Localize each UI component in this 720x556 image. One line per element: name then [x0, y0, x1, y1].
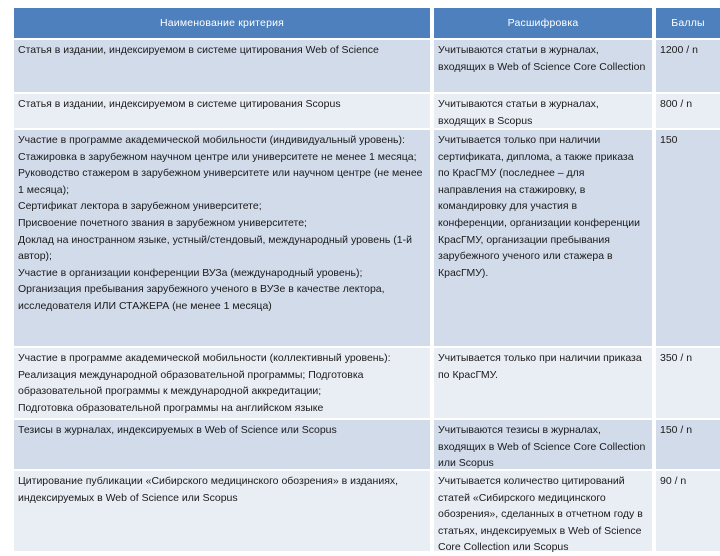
table-row: [14, 130, 720, 346]
table-header-row: [14, 8, 720, 38]
table-row: [14, 348, 720, 418]
table-row: [14, 94, 720, 128]
points-cell: 150 / n: [656, 420, 720, 469]
points-cell: 150: [656, 130, 720, 346]
explanation-cell: Учитываются статьи в журналах, входящих в Web of Science Core Collection: [434, 40, 652, 92]
explanation-cell: Учитывается количество цитирований статей «Сибирского медицинского обозрения», сделанных в отчетном году в статьях, индексируемых в Web of Science Core Collection или Scopus: [434, 471, 652, 551]
criterion-cell: Участие в программе академической мобильности (индивидуальный уровень): Стажировка в зарубежном научном центре или университете не менее 1 месяца; Руководство стажером в зарубежном университете или научном центре (не менее 1 месяца); Сертификат лектора в зарубежном университете; Присвоение почетного звания в зарубежном университете; Доклад на иностранном языке, устный/стендовый, международный уровень (1-й автор); Участие в организации конференции ВУЗа (международный уровень); Организация пребывания зарубежного ученого в ВУЗе в качестве лектора, исследователя ИЛИ СТАЖЕРА (не менее 1 месяца): [14, 130, 430, 346]
points-cell: 90 / n: [656, 471, 720, 551]
points-cell: 1200 / n: [656, 40, 720, 92]
explanation-cell: Учитывается только при наличии сертификата, диплома, а также приказа по КрасГМУ (последнее – для направления на стажировку, в командировку для участия в конференции, организации конференции КрасГМУ, организации пребывания зарубежного ученого или стажера в КрасГМУ).: [434, 130, 652, 346]
explanation-cell: Учитывается только при наличии приказа по КрасГМУ.: [434, 348, 652, 418]
criterion-cell: Тезисы в журналах, индексируемых в Web of Science или Scopus: [14, 420, 430, 469]
criterion-cell: Участие в программе академической мобильности (коллективный уровень): Реализация международной образовательной программы; Подготовка образовательной программы к международной аккредитации; Подготовка образовательной программы на английском языке: [14, 348, 430, 418]
header-explanation: Расшифровка: [434, 8, 652, 38]
table-row: [14, 471, 720, 554]
criterion-cell: Статья в издании, индексируемом в системе цитирования Web of Science: [14, 40, 430, 92]
header-points: Баллы: [656, 8, 720, 38]
criteria-table: [14, 8, 720, 554]
table-row: [14, 40, 720, 92]
points-cell: 800 / n: [656, 94, 720, 128]
explanation-cell: Учитываются статьи в журналах, входящих в Scopus: [434, 94, 652, 128]
points-cell: 350 / n: [656, 348, 720, 418]
criterion-cell: Статья в издании, индексируемом в системе цитирования Scopus: [14, 94, 430, 128]
header-criterion: Наименование критерия: [14, 8, 430, 38]
table-row: [14, 420, 720, 469]
criterion-cell: Цитирование публикации «Сибирского медицинского обозрения» в изданиях, индексируемых в Web of Science или Scopus: [14, 471, 430, 551]
explanation-cell: Учитываются тезисы в журналах, входящих в Web of Science Core Collection или Scopus: [434, 420, 652, 469]
